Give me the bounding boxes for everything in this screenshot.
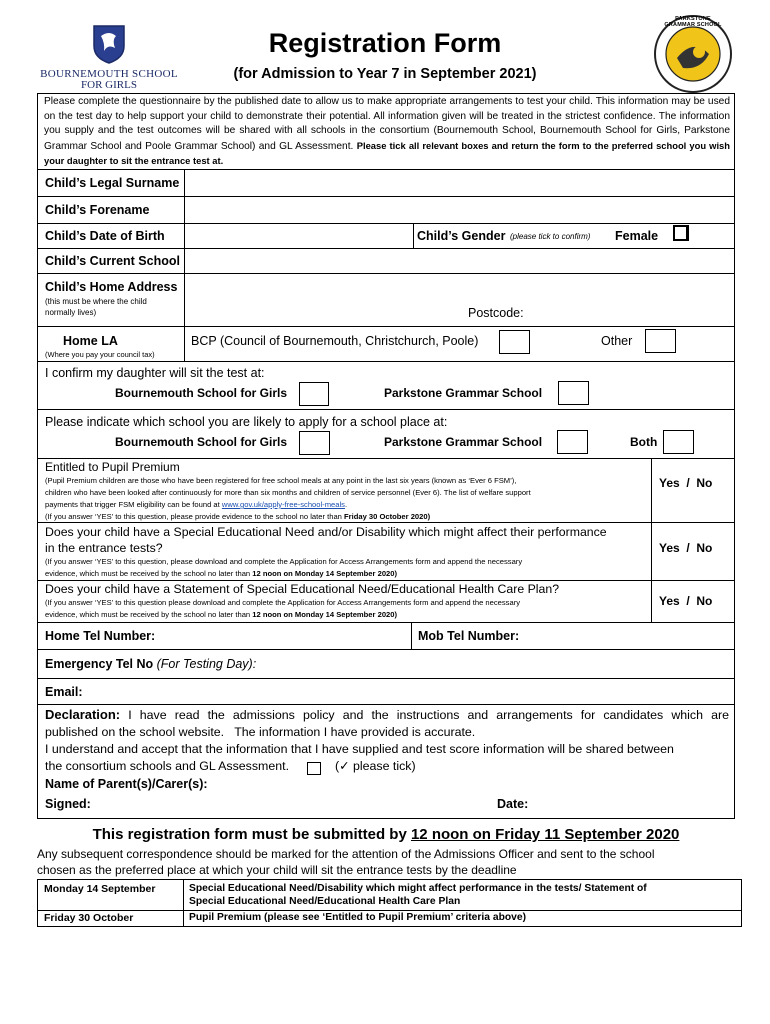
sen-note (45, 556, 649, 580)
home-la-label: Home LA (63, 334, 118, 348)
declaration-checkbox[interactable] (307, 762, 321, 775)
mob-tel-label: Mob Tel Number: (418, 629, 520, 643)
sen-title (45, 524, 649, 556)
fsm-link[interactable]: www.gov.uk/apply-free-school-meals (221, 500, 345, 509)
declaration-line-2: published on the school website. The information I have provided is accurate. (45, 725, 476, 739)
premium-note-c-line: payments that trigger FSM eligibility can be found at www.gov.uk/apply-free-school-meals. (45, 500, 348, 509)
date-label: Date: (497, 797, 529, 811)
declaration-text-1: I have read the admissions policy and the instructions and arrangements for candidates which are (128, 708, 729, 722)
pgs-logo (653, 14, 733, 94)
declaration (45, 706, 729, 775)
intro-body: Please complete the questionnaire by the published date to allow us to make appropriate arrangements to test your child. This information may be used on the test day to help support your child to demonstrate their potential. All information given will be treated in the strictest confidence. The information you supply and the test outcomes will be shared with all schools in the consortium (Bournemouth School, Bournemouth School for Girls, Parkstone Grammar School and Poole Grammar School) and GL Assessment. (44, 96, 730, 152)
premium-title: Entitled to Pupil Premium (45, 460, 180, 474)
submit-deadline: 12 noon on Friday 11 September 2020 (410, 826, 680, 843)
confirm-bsg-checkbox[interactable] (299, 382, 329, 406)
emergency-note: (For Testing Day): (156, 657, 257, 671)
declaration-line-1 (45, 706, 729, 724)
dob-input[interactable] (186, 224, 412, 247)
declaration-heading: Declaration: (45, 707, 121, 722)
submit-line (37, 826, 735, 843)
ehcp-deadline: 12 noon on Monday 14 September 2020) (252, 610, 398, 619)
premium-deadline: Friday 30 October 2020) (344, 512, 431, 521)
other-label: Other (601, 334, 633, 348)
confirm-bsg-label: Bournemouth School for Girls (115, 386, 288, 400)
bsg-name-2: FOR GIRLS (81, 79, 137, 91)
home-address-note-1: (this must be where the child (45, 297, 147, 306)
bcp-label: BCP (Council of Bournemouth, Christchurch, Poole) (191, 334, 479, 348)
footer-note-1: Any subsequent correspondence should be marked for the attention of the Admissions Officer and sent to the school (37, 847, 655, 861)
home-address-note-2: normally lives) (45, 308, 97, 317)
confirm-text: I confirm my daughter will sit the test at: (45, 366, 265, 380)
bsg-name: BOURNEMOUTH SCHOOL (40, 68, 178, 80)
row-1-desc: Special Educational Need/Disability which might affect performance in the tests/ Statement of (189, 883, 647, 894)
footer-note (37, 846, 737, 878)
bsg-logo (38, 24, 180, 92)
gender-label: Child’s Gender (417, 229, 506, 243)
home-address-note (45, 296, 147, 318)
gender-female-checkbox[interactable] (673, 225, 689, 241)
likely-bsg-label: Bournemouth School for Girls (115, 435, 288, 449)
current-school-label: Child’s Current School (45, 254, 180, 268)
premium-note (45, 475, 649, 523)
home-address-label: Child’s Home Address (45, 280, 178, 294)
bsg-crest-icon (92, 24, 126, 64)
premium-note-d: (If you answer ‘YES’ to this question, please provide evidence to the school no later than (45, 512, 342, 521)
emergency-line (45, 657, 256, 671)
sen-title-1: Does your child have a Special Educational Need and/or Disability which might affect their performance (45, 525, 607, 539)
ehcp-note-2-line (45, 609, 649, 621)
likely-both-checkbox[interactable] (663, 430, 694, 454)
premium-note-d-line (45, 511, 649, 523)
submit-prefix: This registration form must be submitted by (92, 826, 407, 843)
declaration-tick: (✓ please tick) (335, 759, 416, 773)
declaration-line-4-wrap (45, 758, 729, 775)
intro-text (44, 95, 730, 170)
home-address-input[interactable] (186, 274, 734, 325)
ehcp-note (45, 597, 649, 621)
home-tel-label: Home Tel Number: (45, 629, 156, 643)
gender-value: Female (615, 229, 659, 243)
forename-input[interactable] (186, 197, 734, 222)
premium-note-a: (Pupil Premium children are those who have been registered for free school meals at any point in the last six years (known as ‘Ever 6 FSM’), (45, 476, 517, 485)
current-school-input[interactable] (186, 249, 734, 272)
ehcp-note-1: (If you answer ‘YES’ to this question please download and complete the Application for Access Arrangements form and append the necessary (45, 598, 521, 607)
sen-note-2: evidence, which must be received by the school no later than (45, 569, 251, 578)
row-1-desc-2: Special Educational Need/Educational Health Care Plan (189, 896, 461, 907)
sen-title-2: in the entrance tests? (45, 541, 163, 555)
gender-note: (please tick to confirm) (510, 232, 591, 241)
intro-bold: Please tick all relevant boxes and return the form to the preferred school you wish your daughter to sit the entrance test at. (44, 139, 730, 166)
likely-text: Please indicate which school you are likely to apply for a school place at: (45, 415, 448, 429)
sen-deadline: 12 noon on Monday 14 September 2020) (252, 569, 398, 578)
premium-note-b: children who have been looked after continuously for more than six months and children of service personnel (Ever 6). The list of welfare support (45, 488, 531, 497)
surname-input[interactable] (186, 170, 734, 195)
likely-both-label: Both (630, 435, 658, 449)
premium-yes-no[interactable]: Yes / No (659, 476, 713, 490)
footer-note-2: chosen as the preferred place at which your child will sit the entrance tests by the deadline (37, 863, 517, 877)
confirm-pgs-checkbox[interactable] (558, 381, 589, 405)
ehcp-yes-no[interactable]: Yes / No (659, 594, 713, 608)
premium-note-c: payments that trigger FSM eligibility can be found at (45, 500, 220, 509)
likely-bsg-checkbox[interactable] (299, 431, 330, 455)
row-1-date: Monday 14 September (44, 883, 156, 895)
declaration-line-3: I understand and accept that the information that I have supplied and test score information will be shared between (45, 742, 674, 756)
table-row (38, 911, 741, 927)
sen-yes-no[interactable]: Yes / No (659, 541, 713, 555)
surname-label: Child’s Legal Surname (45, 176, 180, 190)
likely-pgs-checkbox[interactable] (557, 430, 588, 454)
table-row (38, 880, 741, 910)
emergency-label: Emergency Tel No (45, 657, 154, 671)
likely-pgs-label: Parkstone Grammar School (384, 435, 543, 449)
ehcp-note-2: evidence, which must be received by the school no later than (45, 610, 251, 619)
declaration-line-4: the consortium schools and GL Assessment. (45, 759, 290, 773)
email-label: Email: (45, 685, 83, 699)
bcp-checkbox[interactable] (499, 330, 530, 354)
dob-label: Child’s Date of Birth (45, 229, 165, 243)
parent-name-label: Name of Parent(s)/Carer(s): (45, 777, 208, 791)
forename-label: Child’s Forename (45, 203, 150, 217)
deadline-table (37, 879, 742, 927)
sen-note-1: (If you answer ‘YES’ to this question, please download and complete the Application for Access Arrangements form and append the necessary (45, 557, 523, 566)
row-2-desc: Pupil Premium (please see ‘Entitled to Pupil Premium’ criteria above) (189, 912, 527, 923)
page-title: Registration Form (268, 28, 502, 58)
ehcp-title: Does your child have a Statement of Special Educational Need/Educational Health Care Plan? (45, 582, 560, 596)
home-la-note: (Where you pay your council tax) (45, 350, 155, 359)
page-subtitle: (for Admission to Year 7 in September 2021) (233, 66, 537, 82)
confirm-pgs-label: Parkstone Grammar School (384, 386, 543, 400)
row-2-date: Friday 30 October (44, 912, 134, 924)
signed-label: Signed: (45, 797, 91, 811)
postcode-label: Postcode: (468, 306, 524, 320)
sen-note-2-line (45, 568, 649, 580)
pgs-ring-text: PARKSTONE GRAMMAR SCHOOL (664, 16, 722, 28)
other-checkbox[interactable] (645, 329, 676, 353)
